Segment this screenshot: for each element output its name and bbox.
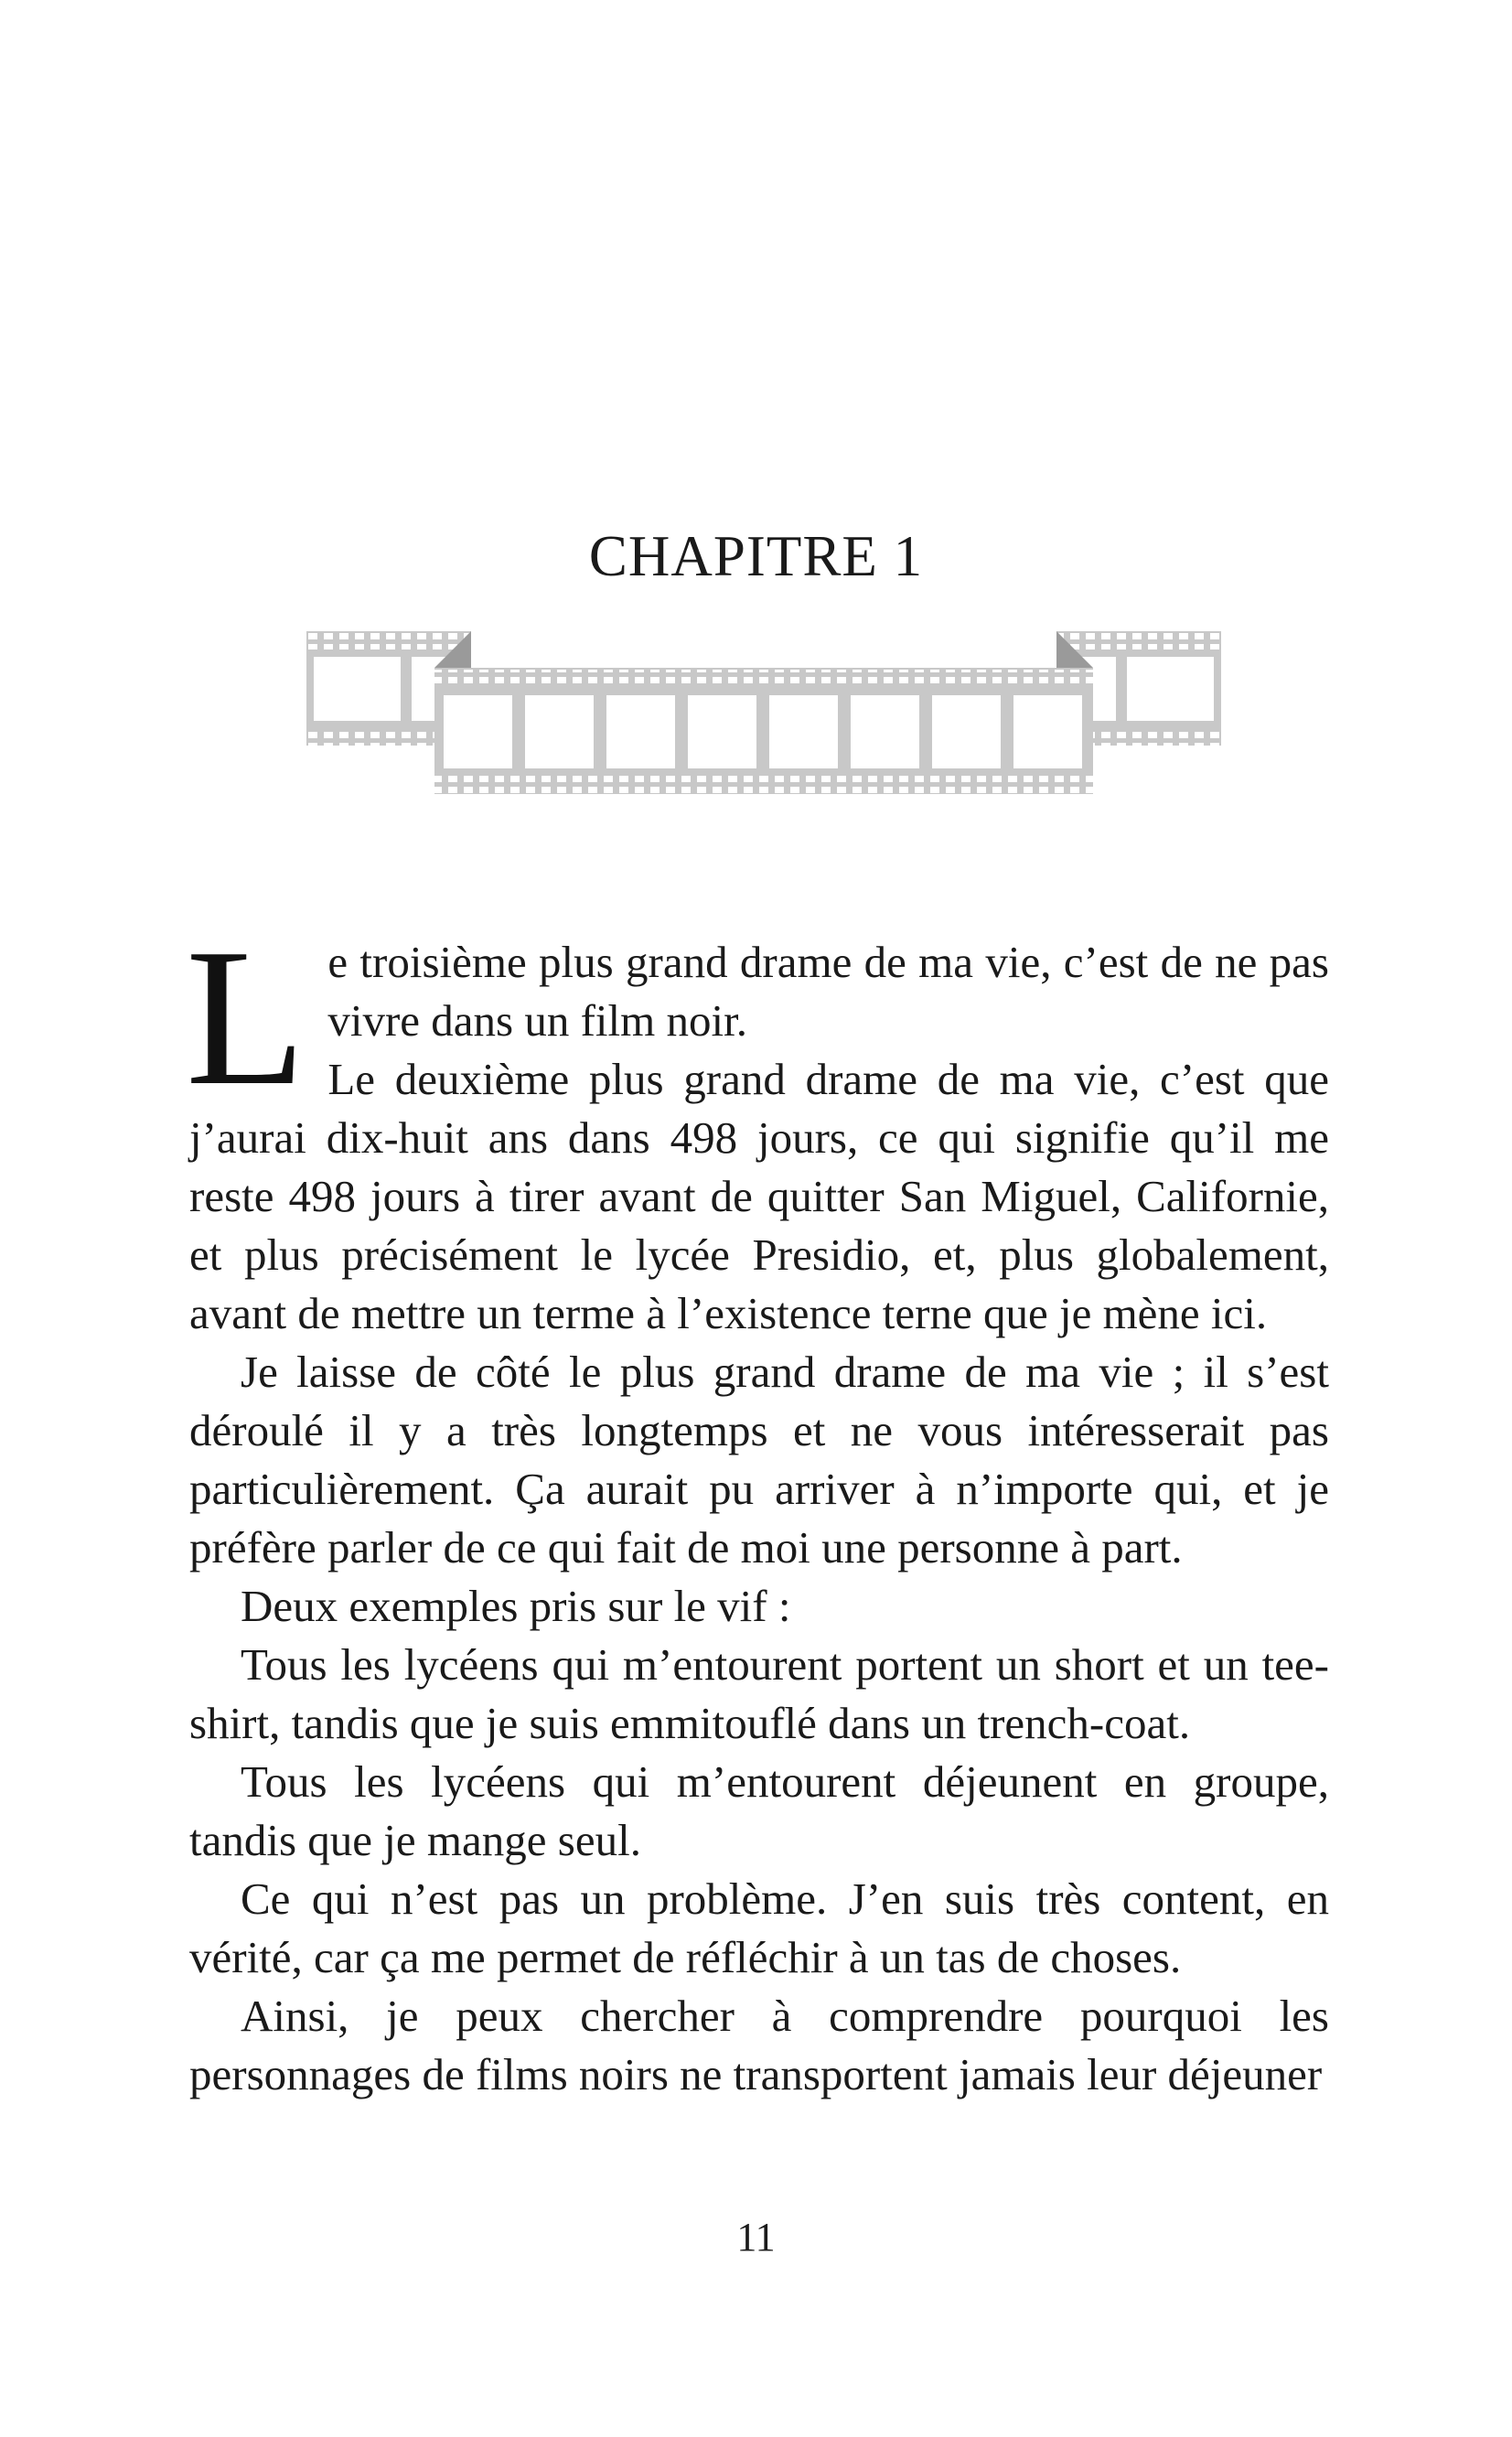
paragraph-3: Je laisse de côté le plus grand drame de ma vie ; il s’est déroulé il y a très longtemps et ne vous intéresserait pas particulièrement. Ça aurait pu arriver à n’importe qui, et je préfère parler de ce qui fait de moi une personne à part.: [189, 1347, 1329, 1573]
paragraph-7: Ce qui n’est pas un problème. J’en suis très content, en vérité, car ça me permet de réfléchir à un tas de choses.: [189, 1873, 1329, 1982]
chapter-title: CHAPITRE 1: [588, 524, 924, 588]
page-number: 11: [736, 2215, 776, 2260]
film-strip-front: [434, 668, 1093, 794]
chapter-body: [186, 907, 1329, 2104]
film-strip-icon: [306, 631, 1221, 796]
paragraph-8: Ainsi, je peux chercher à comprendre pourquoi les personnages de films noirs ne transportent jamais leur déjeuner: [189, 1991, 1329, 2099]
drop-cap: L: [186, 907, 306, 1126]
paragraph-6: Tous les lycéens qui m’entourent déjeunent en groupe, tandis que je mange seul.: [189, 1756, 1329, 1865]
paragraph-1: [186, 907, 1329, 1126]
paragraph-2: Le deuxième plus grand drame de ma vie, c’est que j’aurai dix-huit ans dans 498 jours, ce qui signifie qu’il me reste 498 jours à tirer avant de quitter San Miguel, Californie, et plus précisément le lycée Presidio, et, plus globalement, avant de mettre un terme à l’existence terne que je mène ici.: [189, 1054, 1329, 1338]
paragraph-5: Tous les lycéens qui m’entourent portent un short et un tee-shirt, tandis que je suis emmitouflé dans un trench-coat.: [189, 1639, 1329, 1748]
paragraph-4: Deux exemples pris sur le vif :: [241, 1581, 791, 1631]
paragraph-1-text: e troisième plus grand drame de ma vie, c’est de ne pas vivre dans un film noir.: [327, 937, 1329, 1046]
